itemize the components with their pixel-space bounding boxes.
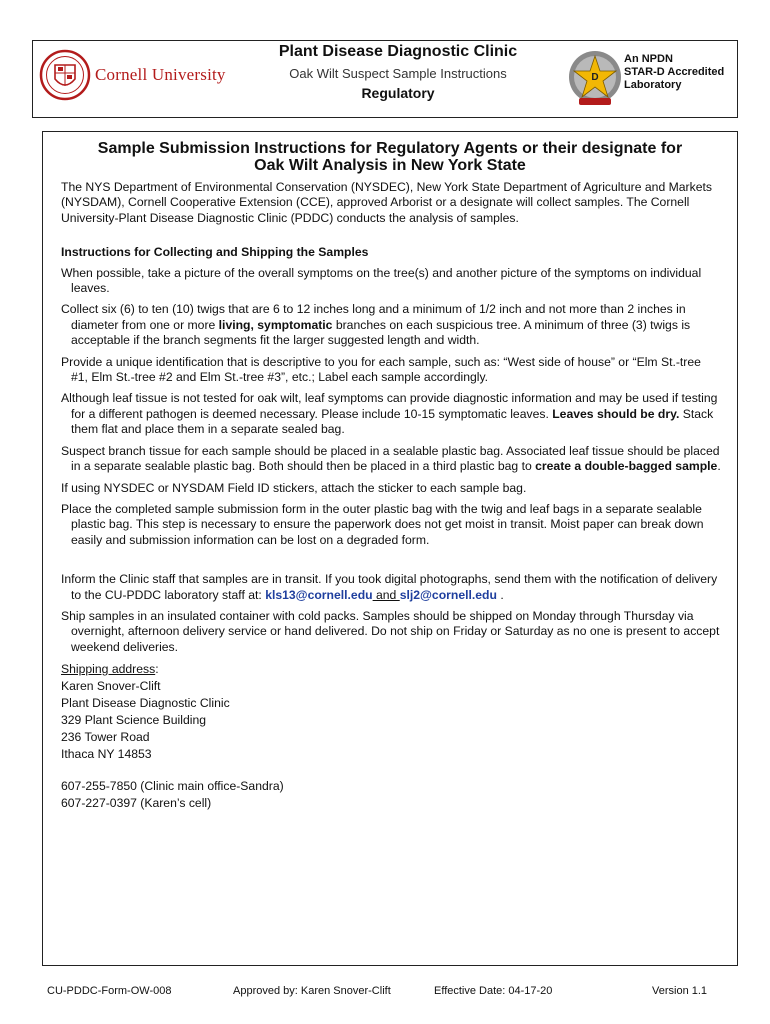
svg-text:D: D [591, 72, 599, 83]
instructions-content [61, 180, 721, 812]
npdn-star-badge-icon [565, 47, 625, 109]
main-title-line: Oak Wilt Analysis in New York State [254, 157, 526, 174]
main-title-line: Sample Submission Instructions for Regulatory Agents or their designate for [97, 140, 683, 157]
instruction-shipping: Ship samples in an insulated container with cold packs. Samples should be shipped on Monday through Thursday via overnight, afternoon delivery service or hand delivered. Do not ship on Friday or Saturday as no one is present to accept weekend deliveries. [61, 608, 720, 654]
email-link-kls13[interactable]: kls13@cornell.edu [265, 587, 373, 602]
text-span: Inform the Clinic staff that samples are in transit. If you took digital photographs, send them with the notification of delivery to the CU-PDDC laboratory staff at: [61, 572, 718, 602]
section-heading: Instructions for Collecting and Shipping the Samples [61, 245, 369, 260]
footer-effective-date: Effective Date: 04-17-20 [434, 985, 553, 997]
address-line: Ithaca NY 14853 [61, 747, 152, 762]
footer-approved: Approved by: Karen Snover-Clift [233, 985, 391, 997]
phone-line: 607-227-0397 (Karen’s cell) [61, 796, 212, 811]
accreditation-line: STAR-D Accredited [624, 66, 725, 78]
accreditation-line: Laboratory [624, 79, 682, 91]
text-span: . [717, 459, 721, 474]
text-span: Stack them flat and place them in a separate sealed bag. [71, 406, 714, 437]
header-box [32, 40, 738, 118]
emphasis: create a double-bagged sample [535, 459, 718, 474]
accreditation-text [624, 53, 724, 92]
footer-version: Version 1.1 [652, 985, 708, 997]
email-link-slj2[interactable]: slj2@cornell.edu [399, 587, 497, 602]
instruction-identification: Provide a unique identification that is descriptive to you for each sample, such as: “West side of house” or “Elm St.-tree #1, Elm St.-tree #2 and Elm St.-tree #3”, etc.; Label each sample accordingly. [61, 354, 701, 385]
intro-paragraph: The NYS Department of Environmental Conservation (NYSDEC), New York State Department of Agriculture and Markets (NYSDAM), Cornell Cooperative Extension (CCE), approved Arborist or a designate will collect samples. The Cornell University-Plant Disease Diagnostic Clinic (PDDC) conducts the analysis of samples. [61, 180, 712, 225]
emphasis: living, symptomatic [218, 317, 333, 332]
text-span: Collect six (6) to ten (10) twigs that are 6 to 12 inches long and a minimum of 1/2 inch and not more than 2 inches in diameter from one or more [61, 302, 686, 332]
text-span: Shipping address [61, 662, 156, 677]
shipping-label [61, 661, 721, 678]
emphasis: Leaves should be dry. [552, 406, 680, 421]
instruction-bagging [61, 444, 721, 475]
text-span: . [496, 587, 504, 602]
header-titles [233, 43, 563, 101]
address-line: 329 Plant Science Building [61, 713, 206, 728]
instruction-stickers: If using NYSDEC or NYSDAM Field ID stickers, attach the sticker to each sample bag. [61, 480, 527, 495]
clinic-name: Plant Disease Diagnostic Clinic [278, 43, 518, 60]
address-line: 236 Tower Road [61, 730, 150, 745]
instruction-notify [61, 572, 721, 603]
header-subtitle: Oak Wilt Suspect Sample Instructions [289, 66, 507, 81]
cornell-seal-icon [39, 49, 91, 101]
header-category: Regulatory [361, 85, 435, 101]
instruction-submission-form: Place the completed sample submission form in the outer plastic bag with the twig and leaf bags in a separate sealable plastic bag. This step is necessary to ensure the paperwork does not get moist in transit. Moist paper can break down easily and submission information can be lost on a degraded form. [61, 501, 704, 547]
text-span: and [372, 587, 400, 602]
address-line: Karen Snover-Clift [61, 679, 161, 694]
text-span: branches on each suspicious tree. A minimum of three (3) twigs is acceptable if the branch segments fit the larger suggested length and width. [71, 317, 691, 348]
main-title [45, 140, 735, 174]
text-span: : [155, 662, 159, 677]
phone-line: 607-255-7850 (Clinic main office-Sandra) [61, 779, 284, 794]
university-name: Cornell University [95, 65, 226, 84]
instruction-collect-twigs [61, 302, 721, 348]
accreditation-line: An NPDN [624, 53, 673, 65]
address-line: Plant Disease Diagnostic Clinic [61, 696, 230, 711]
footer-form-id: CU-PDDC-Form-OW-008 [47, 985, 172, 997]
instruction-photo: When possible, take a picture of the overall symptoms on the tree(s) and another picture of the symptoms on individual leaves. [61, 265, 702, 296]
instruction-leaf-tissue [61, 391, 721, 437]
text-span: Although leaf tissue is not tested for oak wilt, leaf symptoms can provide diagnostic information and may be used if testing for a different pathogen is deemed necessary. Please include 10-15 symptomatic leaves. [61, 391, 718, 421]
cornell-logo [39, 49, 226, 101]
shipping-address [61, 661, 721, 812]
text-span: Suspect branch tissue for each sample should be placed in a sealable plastic bag. Associated leaf tissue should be placed in a separate sealable plastic bag. Both should then be placed in a third plastic bag to [61, 443, 720, 474]
